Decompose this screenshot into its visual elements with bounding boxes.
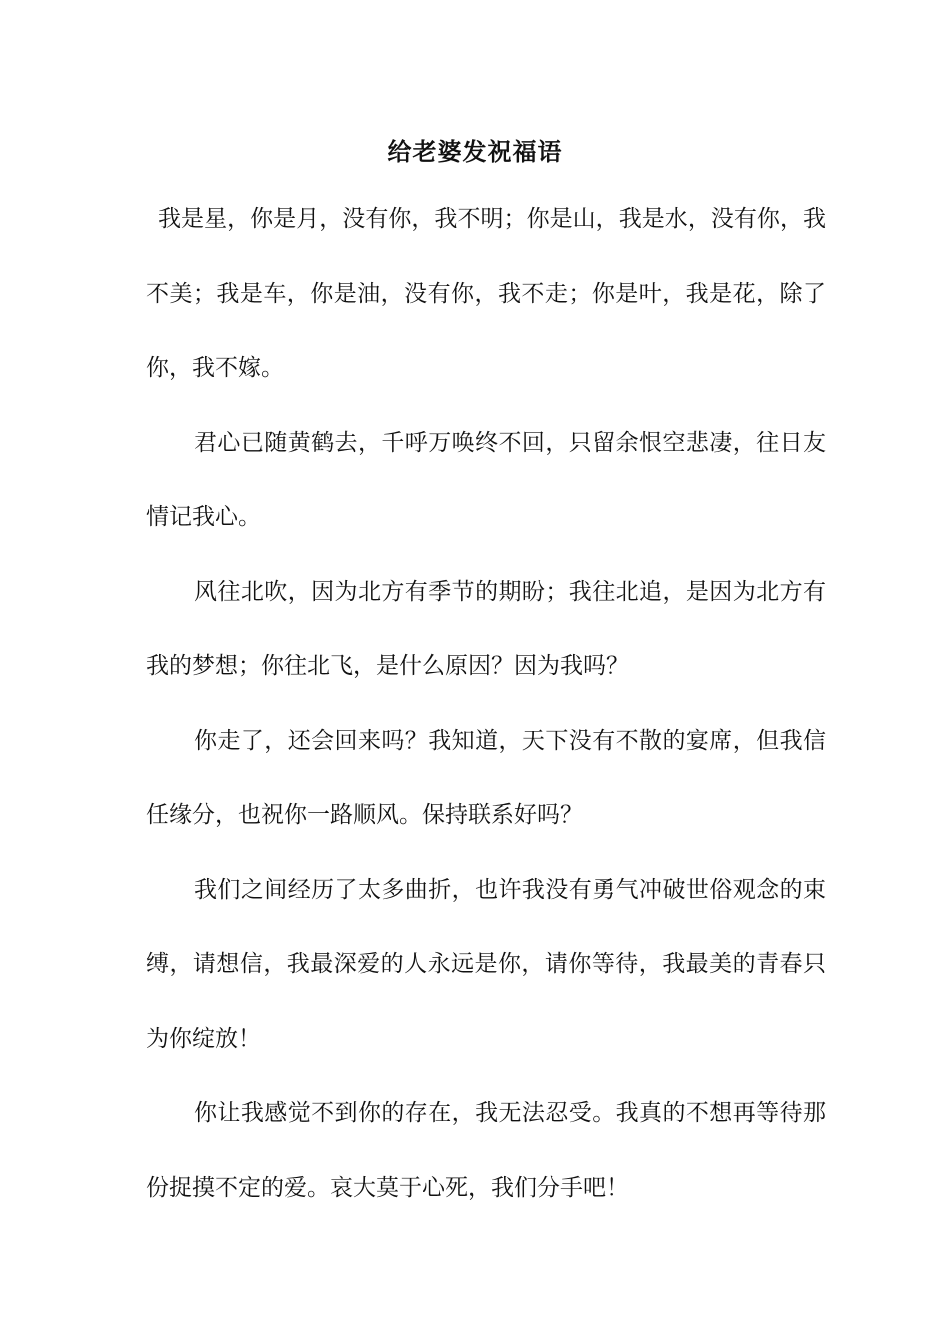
paragraph-2: 君心已随黄鹤去，千呼万唤终不回，只留余恨空悲凄，往日友情记我心。 (146, 429, 826, 530)
paragraph-5: 我们之间经历了太多曲折，也许我没有勇气冲破世俗观念的束缚，请想信，我最深爱的人永远是你，请你等待，我最美的青春只为你绽放！ (146, 876, 826, 1052)
document-body (146, 182, 826, 1225)
paragraph-1: 我是星，你是月，没有你，我不明；你是山，我是水，没有你，我不美；我是车，你是油，没有你，我不走；你是叶，我是花，除了你，我不嫁。 (146, 206, 826, 381)
paragraph-4: 你走了，还会回来吗？我知道，天下没有不散的宴席，但我信任缘分，也祝你一路顺风。保持联系好吗？ (146, 727, 826, 828)
paragraph-3: 风往北吹，因为北方有季节的期盼；我往北追，是因为北方有我的梦想；你往北飞，是什么原因？因为我吗？ (146, 578, 826, 679)
paragraph-6: 你让我感觉不到你的存在，我无法忍受。我真的不想再等待那份捉摸不定的爱。哀大莫于心死，我们分手吧！ (146, 1100, 826, 1201)
document-title: 给老婆发祝福语 (387, 137, 563, 166)
